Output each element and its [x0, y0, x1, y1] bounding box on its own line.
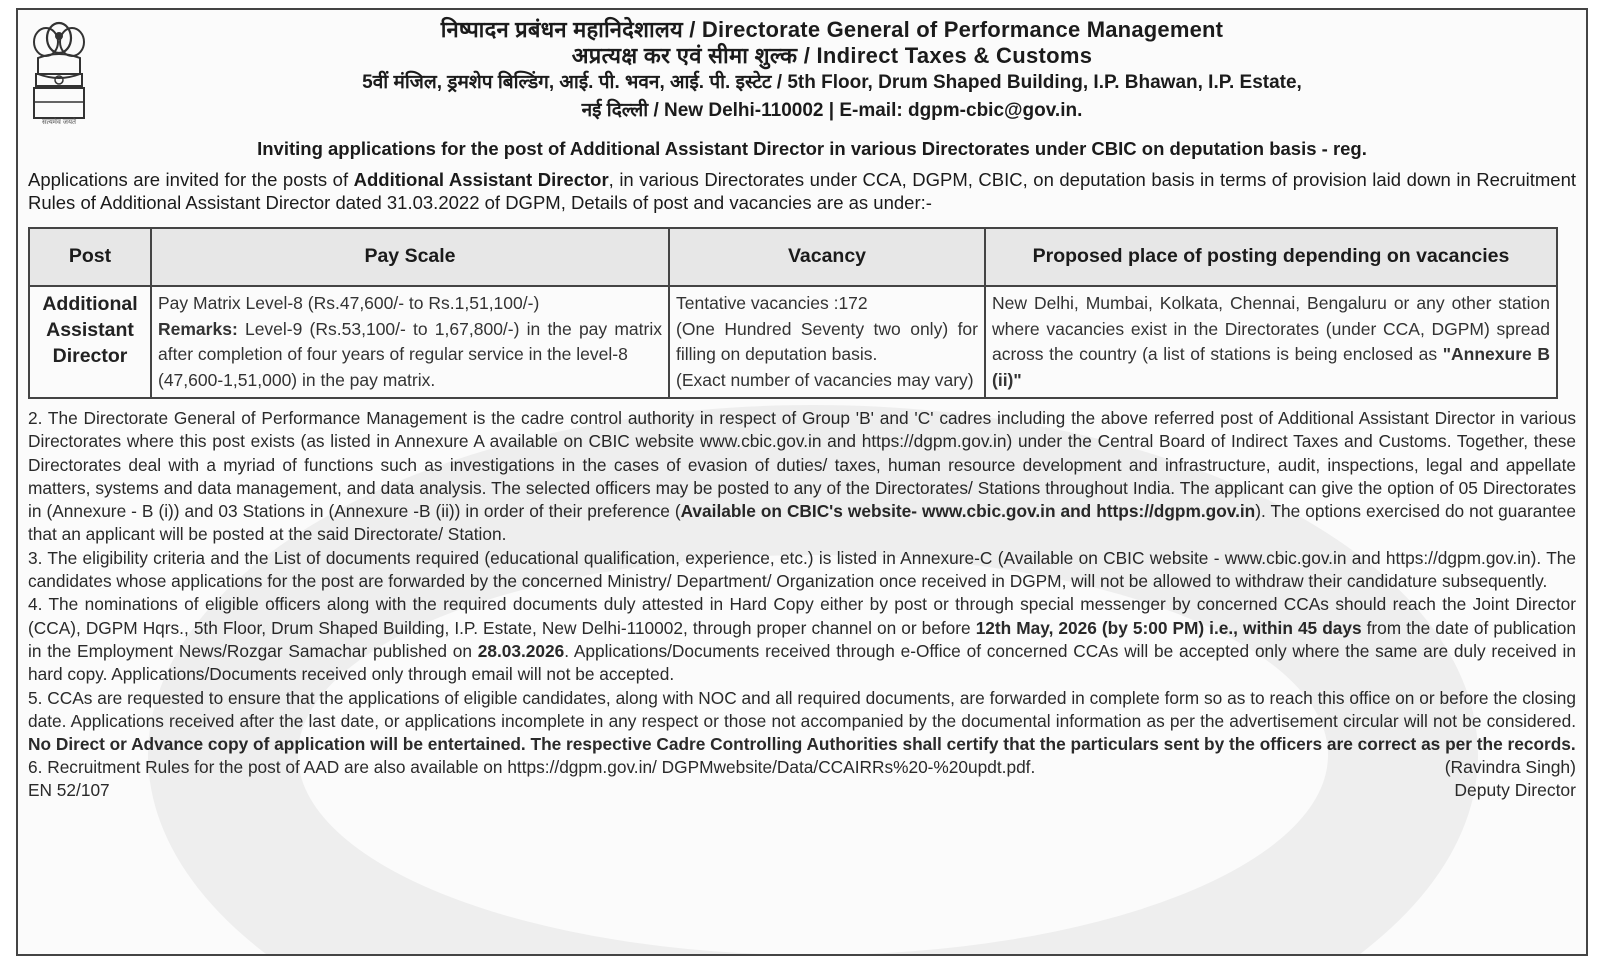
- posting-annexure: "Annexure B (ii)": [992, 344, 1550, 390]
- para-2-links: Available on CBIC's website- www.cbic.gov.in and https://dgpm.gov.in: [680, 501, 1256, 522]
- vacancy-count: Tentative vacancies :172: [676, 293, 868, 313]
- pay-level: Pay Matrix Level-8 (Rs.47,600/- to Rs.1,51,100/-): [158, 293, 540, 313]
- advertisement-page: [16, 8, 1588, 956]
- vacancy-note: (Exact number of vacancies may vary): [676, 369, 974, 390]
- para-5-bold: No Direct or Advance copy of application will be entertained. The respective Cadre Controlling Authorities shall certify that the particulars sent by the officers are correct as per the records.: [28, 734, 1576, 755]
- post-line: Assistant: [46, 319, 134, 341]
- header-contact: नई दिल्ली / New Delhi-110002 | E-mail: dgpm-cbic@gov.in.: [581, 100, 1083, 121]
- reference-number: EN 52/107: [28, 780, 110, 801]
- cell-pay-scale: [151, 286, 669, 398]
- col-pay-scale: Pay Scale: [151, 228, 669, 286]
- paragraph-6: 6. Recruitment Rules for the post of AAD are also available on https://dgpm.gov.in/ DGPMwebsite/Data/CCAIRRs%20-%20updt.pdf.: [28, 757, 1036, 778]
- col-posting-place: Proposed place of posting depending on vacancies: [985, 228, 1557, 286]
- cell-posting-place: [985, 286, 1557, 398]
- footer-block: [28, 756, 1576, 802]
- signatory-designation: Deputy Director: [1454, 780, 1576, 801]
- pay-range: (47,600-1,51,000) in the pay matrix.: [158, 369, 436, 390]
- intro-post-name: Additional Assistant Director: [353, 169, 609, 190]
- header-line-1: निष्पादन प्रबंधन महानिदेशालय / Directorate General of Performance Management: [440, 17, 1224, 42]
- cell-vacancy: [669, 286, 985, 398]
- para-4-text-3: . Applications/Documents received through e-Office of concerned CCAs will be accepted only where the same are duly received in hard copy. Applications/Documents received only through email will not be accepted.: [28, 640, 1576, 685]
- table-row: [29, 286, 1557, 398]
- intro-text-1: Applications are invited for the posts of: [28, 169, 354, 190]
- cell-post: [29, 286, 151, 398]
- remarks-label: Remarks:: [158, 318, 238, 339]
- vacancy-table: [28, 227, 1558, 399]
- emblem-caption: सत्यमेव जयते: [41, 119, 77, 126]
- intro-text-2: , in various Directorates under CCA, DGPM, CBIC, on deputation basis in terms of provision laid down in Recruitment Rules of Additional Assistant Director dated 31.03.2022 of DGPM, Details of post and vacancies are as under:-: [28, 169, 1577, 213]
- posting-text: New Delhi, Mumbai, Kolkata, Chennai, Bengaluru or any other station where vacancies exist in the Directorates (under CCA, DGPM) spread across the country (a list of stations is being enclosed as: [992, 293, 1550, 364]
- col-post: Post: [29, 228, 151, 286]
- letterhead: [18, 16, 1586, 125]
- paragraph-2: [28, 407, 1576, 547]
- paragraph-5: [28, 687, 1576, 757]
- signatory-name: (Ravindra Singh): [1444, 757, 1576, 778]
- pay-remarks: [158, 317, 662, 368]
- col-vacancy: Vacancy: [669, 228, 985, 286]
- vacancy-words: (One Hundred Seventy two only) for filling on deputation basis.: [676, 318, 978, 364]
- header-line-2: अप्रत्यक्ष कर एवं सीमा शुल्क / Indirect Taxes & Customs: [571, 43, 1093, 68]
- subject-line: Inviting applications for the post of Additional Assistant Director in various Directorates under CBIC on deputation basis - reg.: [257, 138, 1367, 159]
- para-4-text: 4. The nominations of eligible officers along with the required documents duly attested in Hard Copy either by post or through special messenger by concerned CCAs should reach the Joint Director (CCA), DGPM Hqrs., 5th Floor, Drum Shaped Building, I.P. Estate, New Delhi-110002, through proper channel on or before: [28, 594, 1576, 638]
- remarks-text: Level-9 (Rs.53,100/- to 1,67,800/-) in the pay matrix after completion of four years of regular service in the level-8: [158, 318, 662, 364]
- para-2-text-end: ). The options exercised do not guarantee that an applicant will be posted at the said Directorate/ Station.: [28, 501, 1577, 545]
- paragraph-4: [28, 593, 1576, 686]
- intro-paragraph: [28, 168, 1576, 214]
- post-line: Additional: [42, 293, 138, 315]
- table-header-row: [29, 228, 1557, 286]
- paragraph-3: 3. The eligibility criteria and the List of documents required (educational qualification, experience, etc.) is listed in Annexure-C (Available on CBIC website - www.cbic.gov.in and https://dgpm.gov.in). The candidates whose applications for the post are forwarded by the concerned Ministry/ Department/ Organization once received in DGPM, will not be allowed to withdraw their candidature subsequently.: [28, 547, 1576, 592]
- publication-date: 28.03.2026: [477, 640, 565, 661]
- para-5-text: 5. CCAs are requested to ensure that the applications of eligible candidates, along with NOC and all required documents, are forwarded in complete form so as to reach this office on or before the closing date. Applications received after the last date, or applications incomplete in any respect or those not accompanied by the documental information as per the advertisement circular will not be considered.: [28, 687, 1576, 731]
- post-line: Director: [52, 345, 128, 367]
- deadline-date: 12th May, 2026 (by 5:00 PM) i.e., within 45 days: [975, 617, 1362, 638]
- para-2-text: 2. The Directorate General of Performance Management is the cadre control authority in respect of Group 'B' and 'C' cadres including the above referred post of Additional Assistant Director in various Directorates where this post exists (as listed in Annexure A available on CBIC website www.cbic.gov.in and https://dgpm.gov.in) under the Central Board of Indirect Taxes and Customs. Together, these Directorates deal with a myriad of functions such as investigations in the cases of evasion of duties/ taxes, human resource development and infrastructure, audit, inspections, legal and appellate matters, systems and data management, and data analysis. The selected officers may be posted to any of the Directorates/ Stations throughout India. The applicant can give the option of 05 Directorates in (Annexure - B (i)) and 03 Stations in (Annexure -B (ii)) in order of their preference (: [28, 408, 1576, 522]
- signature-block: [1445, 756, 1576, 802]
- header-address: 5वीं मंजिल, ड्रमशेप बिल्डिंग, आई. पी. भवन, आई. पी. इस्टेट / 5th Floor, Drum Shaped Building, I.P. Bhawan, I.P. Estate,: [362, 72, 1302, 93]
- para-4-text-2: from the date of publication in the Employment News/Rozgar Samachar published on: [28, 617, 1576, 661]
